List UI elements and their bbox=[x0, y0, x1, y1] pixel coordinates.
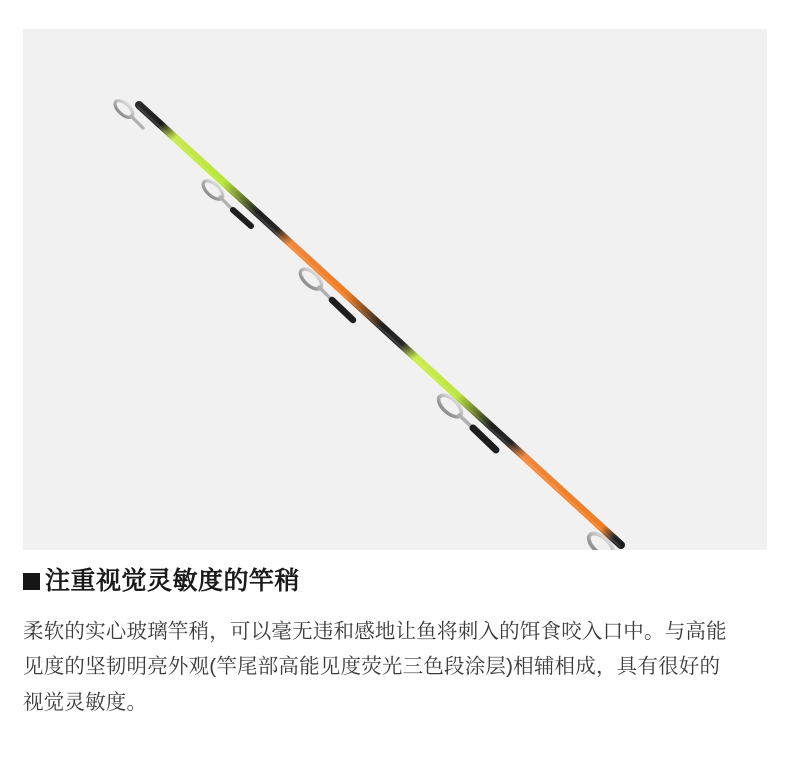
description-block bbox=[23, 566, 753, 720]
fishing-rod-tip-photo bbox=[23, 29, 767, 550]
section-paragraph: 柔软的实心玻璃竿稍，可以毫无违和感地让鱼将刺入的饵食咬入口中。与高能见度的坚韧明亮外观(竿尾部高能见度荧光三色段涂层)相辅相成，具有很好的视觉灵敏度。 bbox=[23, 620, 727, 714]
section-heading bbox=[23, 566, 753, 596]
section-heading-text: 注重视觉灵敏度的竿稍 bbox=[45, 567, 301, 595]
square-bullet-icon bbox=[23, 573, 40, 590]
